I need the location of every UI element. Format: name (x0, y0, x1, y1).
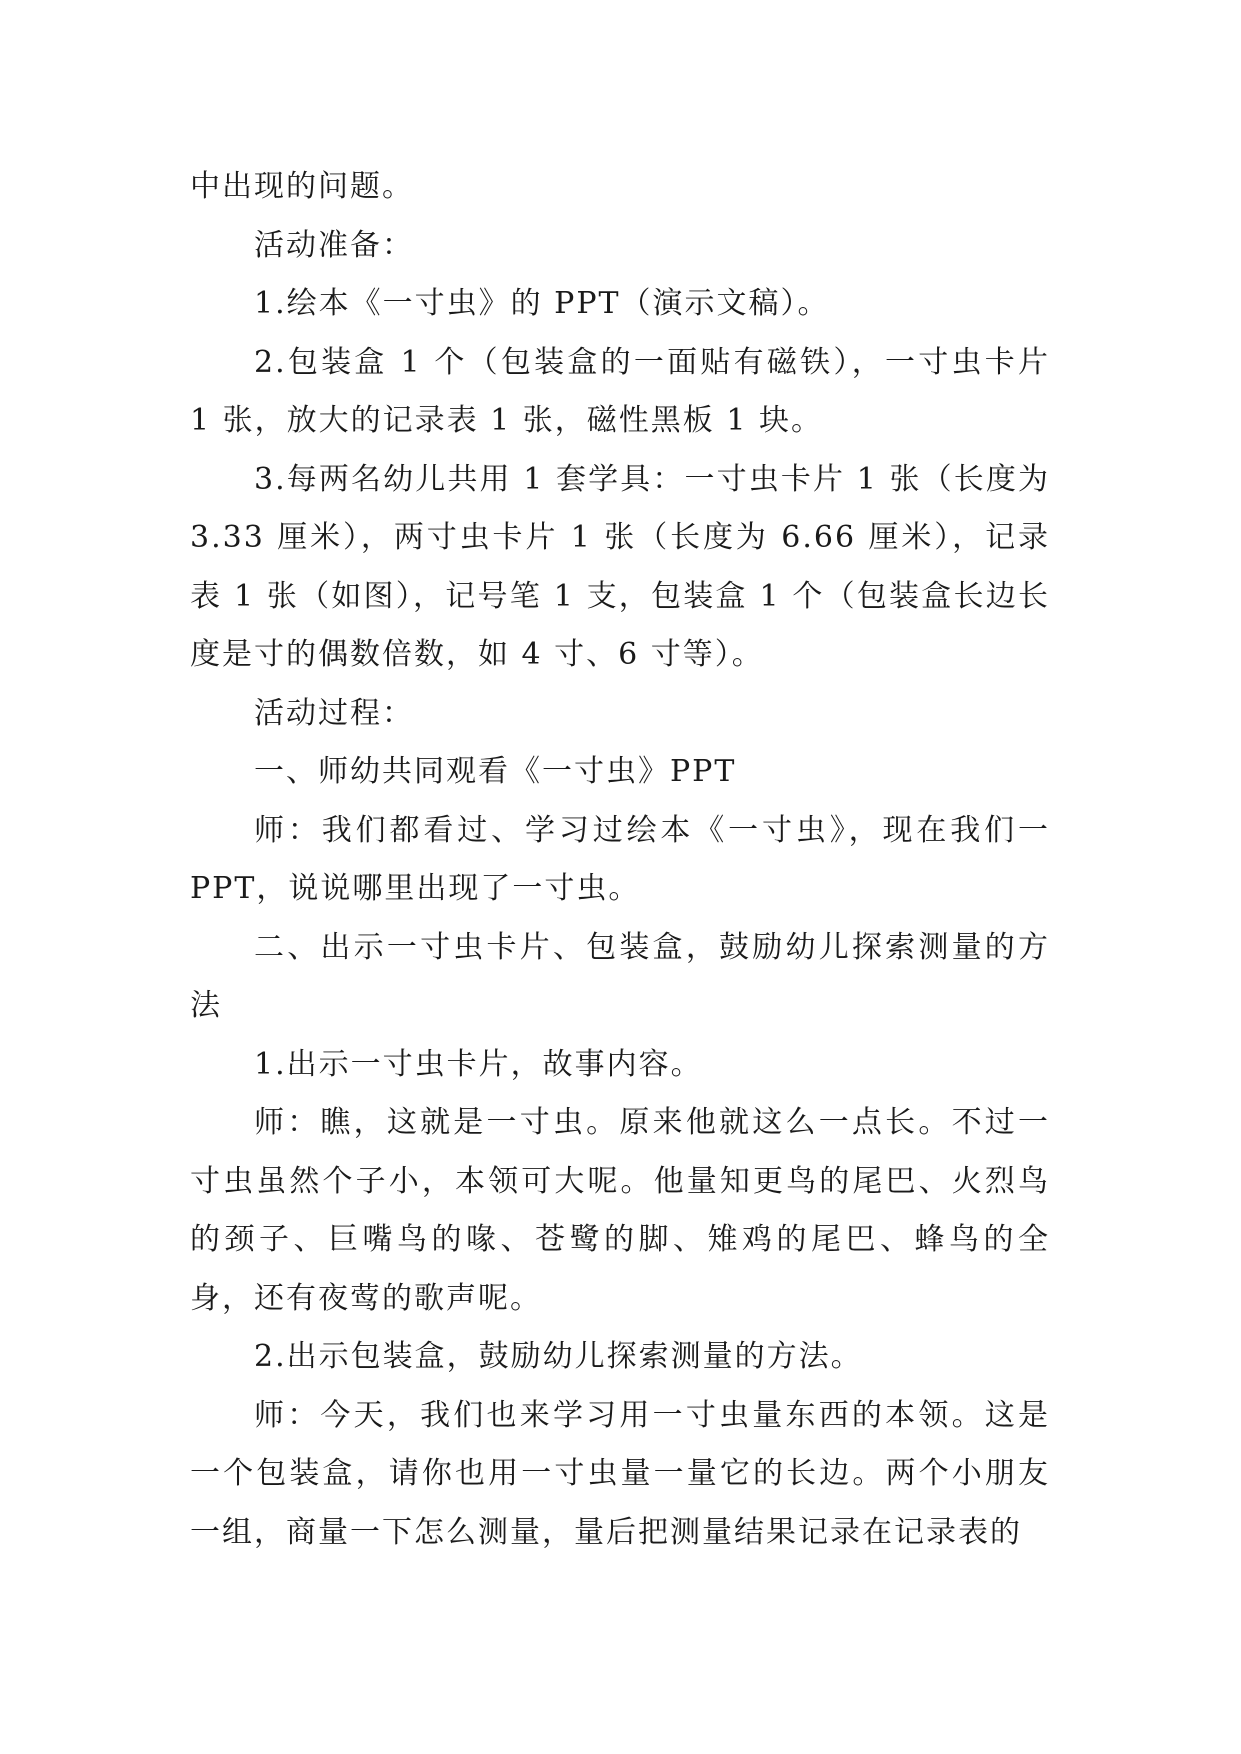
paragraph-10: 1.出示一寸虫卡片，故事内容。 (254, 1046, 703, 1082)
paragraph-2: 活动准备： (254, 227, 414, 263)
paragraph-11: 师：瞧，这就是一寸虫。原来他就这么一点长。不过一寸虫虽然个子小，本领可大呢。他量知更鸟的尾巴、火烈鸟的颈子、巨嘴鸟的喙、苍鹭的脚、雉鸡的尾巴、蜂鸟的全身，还有夜莺的歌声呢。 (190, 1105, 1050, 1316)
paragraph-8: 师：我们都看过、学习过绘本《一寸虫》，现在我们一 PPT，说说哪里出现了一寸虫。 (190, 812, 1050, 906)
paragraph-1: 中出现的问题。 (190, 169, 414, 204)
paragraph-5: 3.每两名幼儿共用 1 套学具：一寸虫卡片 1 张（长度为 3.33 厘米），两寸虫卡片 1 张（长度为 6.66 厘米），记录表 1 张（如图），记号笔 1 支，包装盒 1 个（包装盒长边长度是寸的偶数倍数，如 4 寸、6 寸等）。 (190, 461, 1050, 672)
paragraph-6: 活动过程： (254, 695, 414, 731)
paragraph-9: 二、出示一寸虫卡片、包装盒，鼓励幼儿探索测量的方法 (190, 929, 1050, 1023)
paragraph-13: 师：今天，我们也来学习用一寸虫量东西的本领。这是一个包装盒，请你也用一寸虫量一量它的长边。两个小朋友一组，商量一下怎么测量，量后把测量结果记录在记录表的 (190, 1397, 1050, 1550)
paragraph-12: 2.出示包装盒，鼓励幼儿探索测量的方法。 (254, 1339, 863, 1374)
paragraph-7: 一、师幼共同观看《一寸虫》PPT (254, 754, 737, 789)
document-body (190, 158, 1050, 1562)
paragraph-3: 1.绘本《一寸虫》的 PPT（演示文稿）。 (254, 286, 830, 321)
paragraph-4: 2.包装盒 1 个（包装盒的一面贴有磁铁），一寸虫卡片 1 张，放大的记录表 1 张，磁性黑板 1 块。 (190, 344, 1050, 438)
